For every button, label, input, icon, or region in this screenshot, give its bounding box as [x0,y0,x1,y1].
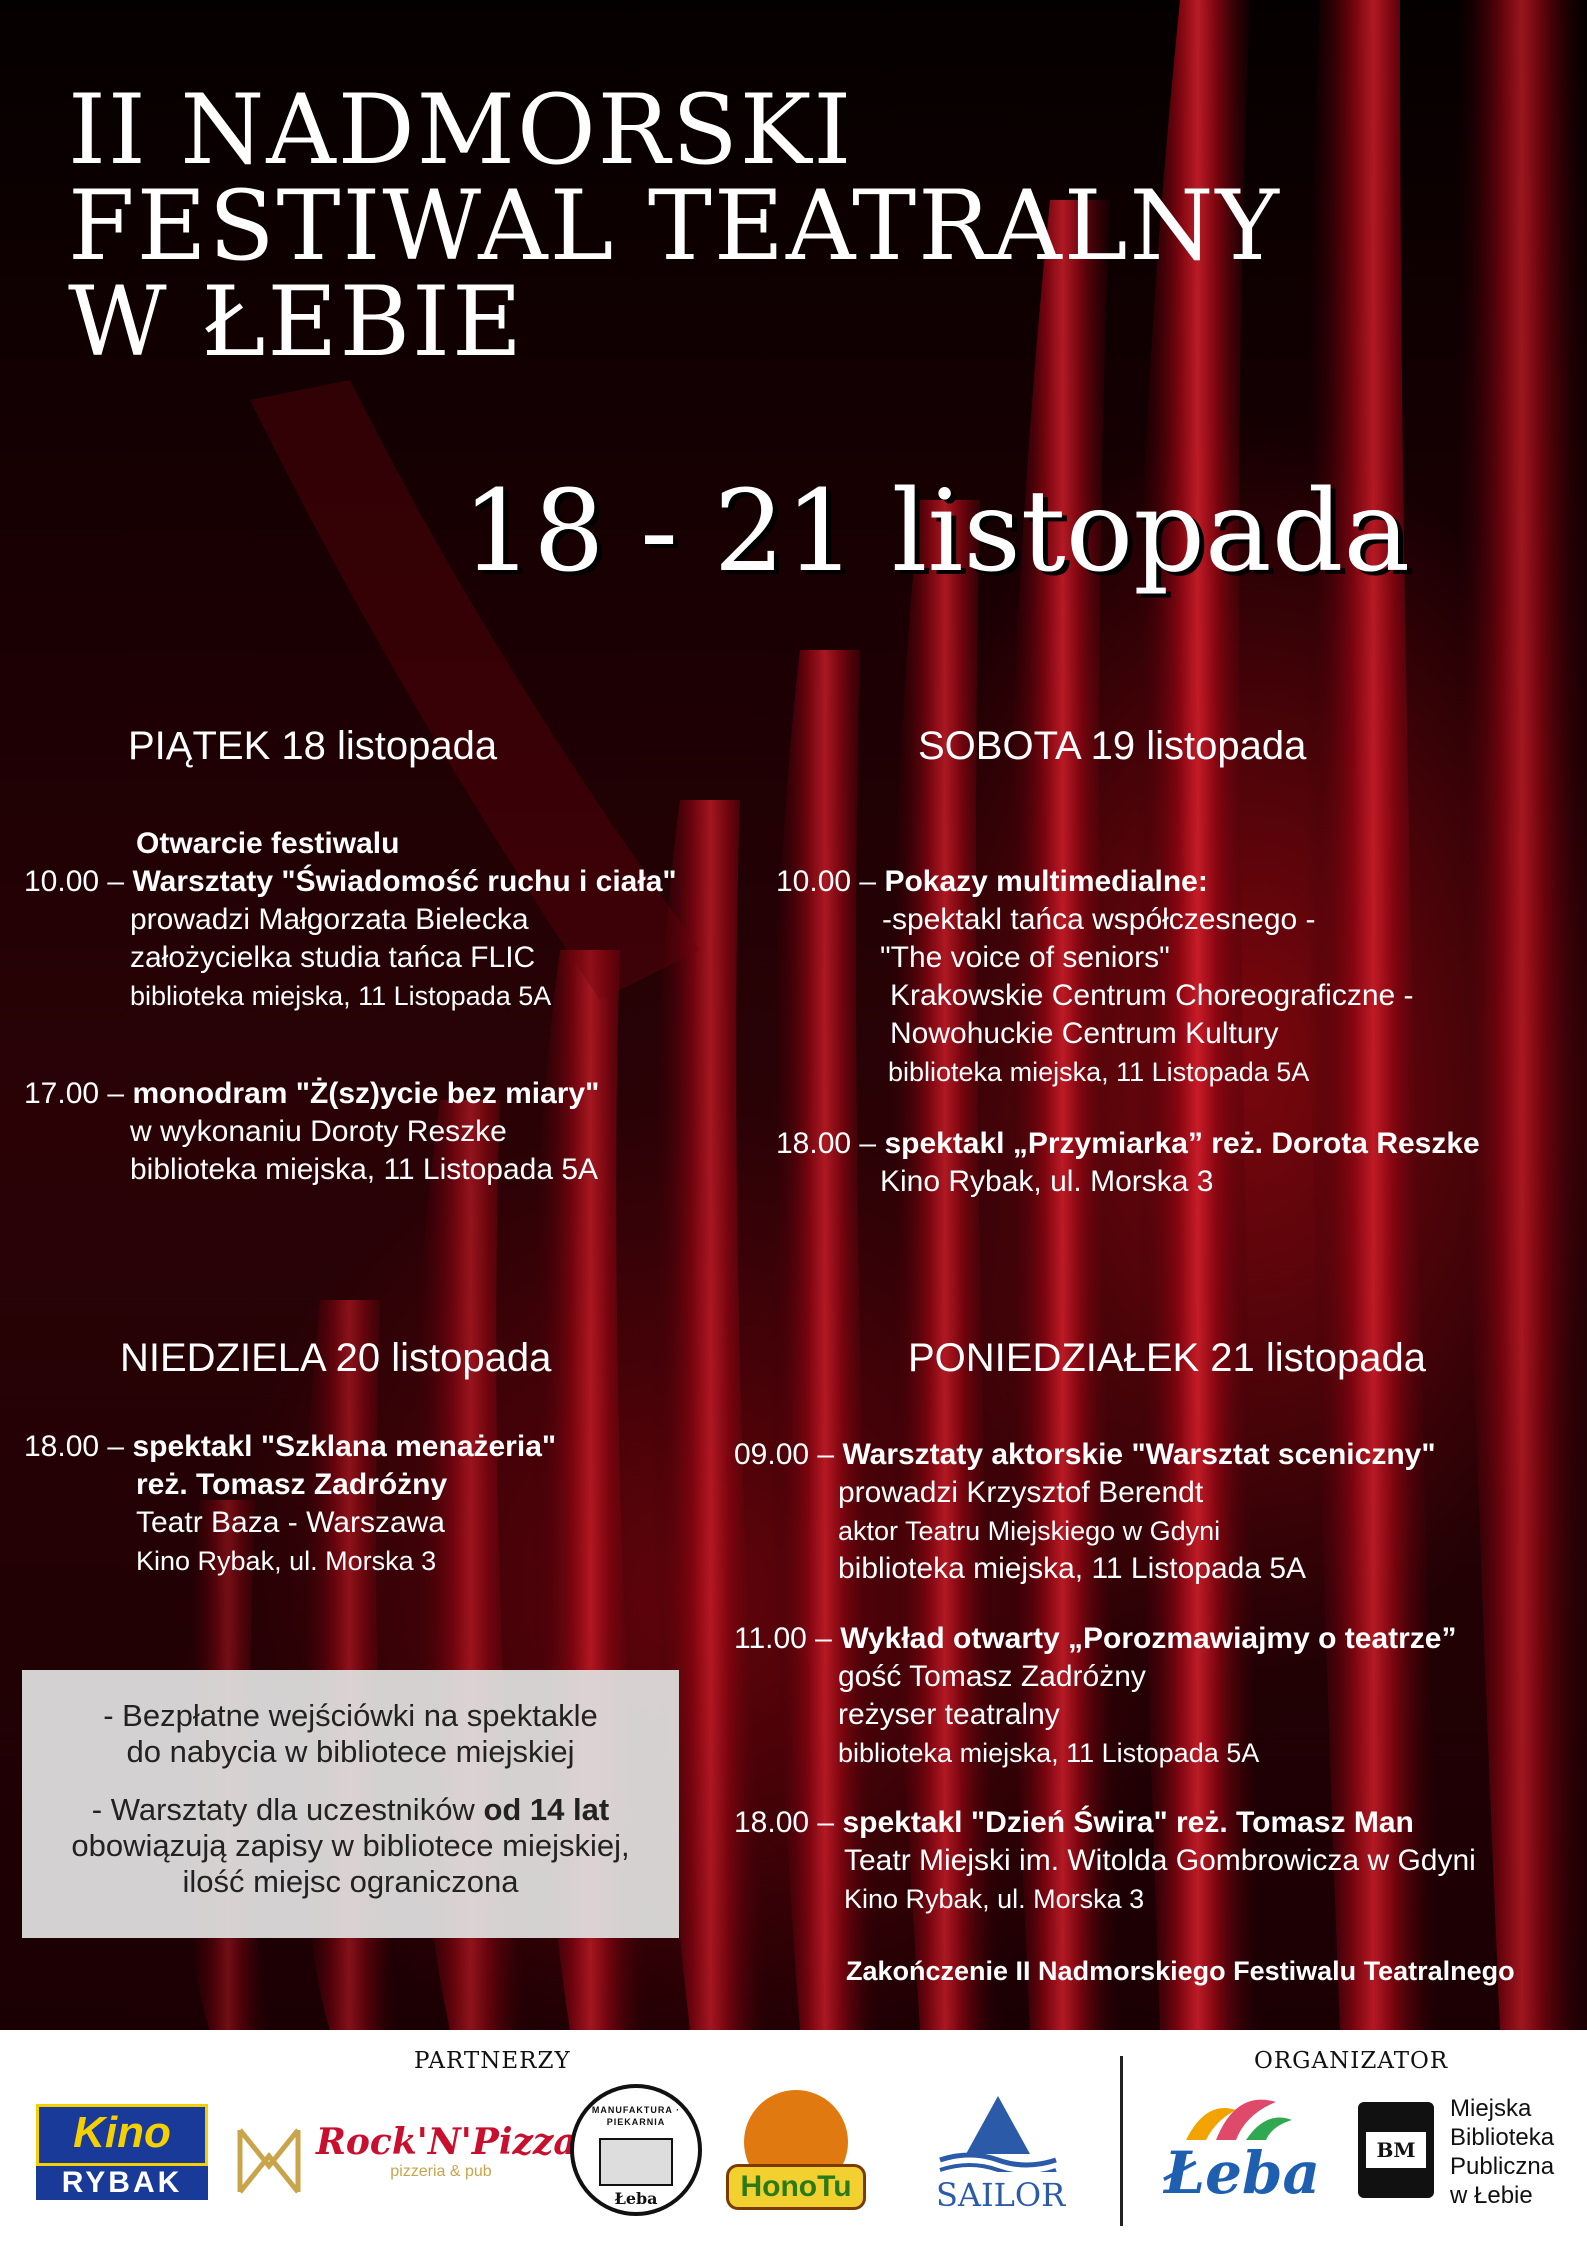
festival-dates: 18 - 21 listopada [462,467,1411,597]
kino-rybak-logo [36,2104,208,2200]
event-venue: Kino Rybak, ul. Morska 3 [136,1546,437,1576]
event-venue: biblioteka miejska, 11 Listopada 5A [130,981,552,1011]
bakery-building-icon [599,2138,673,2186]
friday-opening: Otwarcie festiwalu [136,827,400,860]
event-venue: Kino Rybak, ul. Morska 3 [844,1884,1145,1914]
honotu-logo [726,2090,866,2214]
saturday-event-1 [776,863,1480,901]
event-venue: biblioteka miejska, 11 Listopada 5A [888,1057,1310,1087]
info-line [22,1792,679,1828]
manufaktura-city: Łeba [614,2189,658,2208]
event-time: 10.00 – [776,865,885,898]
info-box [22,1670,679,1938]
festival-closing: Zakończenie II Nadmorskiego Festiwalu Teatralnego [846,1956,1515,1986]
sunday-event-1 [24,1428,556,1466]
info-text: - Warsztaty dla uczestników [91,1792,484,1827]
event-time: 11.00 – [734,1622,841,1655]
event-time: 10.00 – [24,865,133,898]
manufaktura-logo [570,2084,702,2216]
title-line-1: II NADMORSKI [68,74,854,186]
library-logo [1358,2088,1568,2218]
library-name-line: Publiczna [1450,2153,1555,2180]
title-line-2: FESTIWAL TEATRALNY [68,170,1281,282]
event-detail: "The voice of seniors" [880,941,1170,974]
event-title: Wykład otwarty „Porozmawiajmy o teatrze” [840,1622,1457,1655]
event-title: Warsztaty aktorskie "Warsztat sceniczny" [842,1438,1436,1471]
kino-logo-text: Kino [36,2104,208,2166]
event-director: reż. Tomasz Zadróżny [136,1468,448,1501]
event-title: Pokazy multimedialne: [884,865,1208,898]
event-venue: biblioteka miejska, 11 Listopada 5A [838,1738,1260,1768]
book-icon [1358,2102,1434,2198]
organizer-label: ORGANIZATOR [1254,2048,1449,2074]
event-title: spektakl „Przymiarka” reż. Dorota Reszke [884,1127,1480,1160]
event-detail: aktor Teatru Miejskiego w Gdyni [838,1516,1221,1546]
event-title: Warsztaty "Świadomość ruchu i ciała" [132,865,677,898]
event-detail: założycielka studia tańca FLIC [130,941,536,974]
event-detail: Teatr Miejski im. Witolda Gombrowicza w Gdyni [844,1844,1476,1877]
info-line: ilość miejsc ograniczona [182,1864,519,1899]
honotu-text: HonoTu [726,2164,866,2210]
info-age-highlight: od 14 lat [483,1792,610,1827]
event-detail: prowadzi Małgorzata Bielecka [130,903,529,936]
event-detail: Krakowskie Centrum Choreograficzne - [890,979,1414,1012]
footer-divider [1120,2056,1123,2226]
event-venue: biblioteka miejska, 11 Listopada 5A [130,1153,599,1186]
event-title: monodram "Ż(sz)ycie bez miary" [132,1077,600,1110]
event-detail: Teatr Baza - Warszawa [136,1506,445,1539]
m-monogram-logo [236,2126,302,2196]
sunday-schedule [24,1428,556,1580]
library-name [1450,2094,1554,2210]
sunday-heading: NIEDZIELA 20 listopada [120,1336,552,1380]
monday-event-1 [734,1436,1515,1474]
rybak-logo-text: RYBAK [36,2166,208,2200]
sailor-logo [936,2094,1066,2214]
monday-schedule [734,1436,1515,1990]
event-time: 09.00 – [734,1438,843,1471]
monday-heading: PONIEDZIAŁEK 21 listopada [908,1336,1427,1380]
event-detail: Nowohuckie Centrum Kultury [890,1017,1279,1050]
library-mark: BM [1366,2132,1426,2168]
saturday-heading: SOBOTA 19 listopada [918,724,1307,768]
event-detail: gość Tomasz Zadróżny [838,1660,1146,1693]
leba-logo [1136,2090,1348,2214]
partners-label: PARTNERZY [414,2048,571,2074]
library-name-line: Miejska [1450,2095,1532,2122]
friday-schedule [24,825,677,1189]
friday-heading: PIĄTEK 18 listopada [128,724,498,768]
rocknpizza-logo [316,2121,577,2192]
info-line: do nabycia w bibliotece miejskiej [126,1734,575,1769]
event-detail: prowadzi Krzysztof Berendt [838,1476,1204,1509]
event-time: 17.00 – [24,1077,133,1110]
footer-sponsors [0,2030,1587,2245]
event-title: spektakl "Dzień Świra" reż. Tomasz Man [842,1806,1414,1839]
event-detail: reżyser teatralny [838,1698,1060,1731]
title-line-3: W ŁEBIE [68,266,525,378]
event-detail: w wykonaniu Doroty Reszke [130,1115,507,1148]
leba-text: Łeba [1163,2139,1321,2207]
saturday-event-2 [776,1125,1480,1163]
library-name-line: w Łebie [1450,2182,1533,2209]
rocknpizza-sub: pizzeria & pub [390,2163,492,2180]
event-time: 18.00 – [24,1430,133,1463]
monday-event-3 [734,1804,1515,1842]
event-title: spektakl "Szklana menażeria" [132,1430,557,1463]
event-detail: -spektakl tańca współczesnego - [882,903,1316,936]
info-line: obowiązują zapisy w bibliotece miejskiej, [71,1828,630,1863]
rocknpizza-text: Rock'N'Pizza [316,2121,577,2163]
monday-event-2 [734,1620,1515,1658]
manufaktura-text: MANUFAKTURA · PIEKARNIA [591,2105,681,2127]
sail-icon [936,2094,1060,2172]
event-venue: biblioteka miejska, 11 Listopada 5A [838,1552,1307,1585]
saturday-schedule [776,863,1480,1201]
event-venue: Kino Rybak, ul. Morska 3 [880,1165,1214,1198]
event-time: 18.00 – [776,1127,885,1160]
festival-title [68,74,1281,378]
info-line: - Bezpłatne wejściówki na spektakle [103,1698,598,1733]
event-time: 18.00 – [734,1806,843,1839]
library-name-line: Biblioteka [1450,2124,1555,2151]
sailor-text: SAILOR [936,2176,1066,2214]
friday-event-1 [24,863,677,901]
friday-event-2 [24,1075,677,1113]
